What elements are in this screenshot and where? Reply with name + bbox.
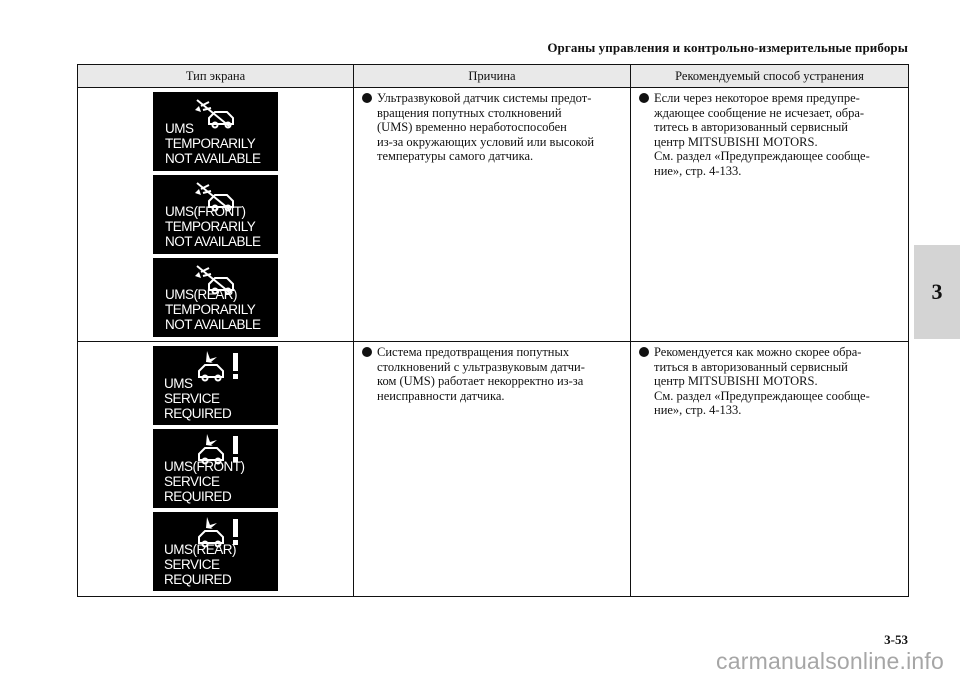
display-screen-ums-front-temporarily [153,175,278,254]
screen-text: UMS TEMPORARILY NOT AVAILABLE [165,121,261,166]
table-row [78,342,909,597]
page-header-title: Органы управления и контрольно-измерительные приборы [547,40,908,55]
column-header-screen-type: Тип экрана [78,65,354,88]
display-screen-ums-rear-temporarily [153,258,278,337]
cause-text: Ультразвуковой датчик системы предот- вращения попутных столкновений (UMS) временно неработоспособен из-за окружающих условий или высокой температуры самого датчика. [377,91,595,163]
cause-cell [354,88,631,342]
display-screen-ums-rear-service [153,512,278,591]
table-row [78,88,909,342]
cause-text: Система предотвращения попутных столкновений с ультразвуковым датчи- ком (UMS) работает некорректно из-за неисправности датчика. [377,345,585,403]
screens-cell [78,342,354,597]
screen-text: UMS(REAR) TEMPORARILY NOT AVAILABLE [165,287,261,332]
watermark: carmanualsonline.info [716,648,944,674]
cause-cell [354,342,631,597]
ums-messages-table [77,64,909,597]
screens-cell [78,88,354,342]
page-number: 3-53 [884,632,908,647]
screen-text: UMS(REAR) SERVICE REQUIRED [164,542,236,587]
bullet-icon [362,347,372,357]
display-screen-ums-front-service [153,429,278,508]
bullet-icon [639,93,649,103]
bullet-icon [362,93,372,103]
screen-text: UMS(FRONT) SERVICE REQUIRED [164,459,245,504]
display-screen-ums-service [153,346,278,425]
screen-text: UMS(FRONT) TEMPORARILY NOT AVAILABLE [165,204,261,249]
table-header-row [78,65,909,88]
column-header-remedy: Рекомендуемый способ устранения [631,65,909,88]
remedy-cell [631,88,909,342]
remedy-text: Если через некоторое время предупре- ждающее сообщение не исчезает, обра- титесь в авторизованный сервисный центр MITSUBISHI MOTORS. См. раздел «Предупреждающее сообще- ние», стр. 4-133. [654,91,870,178]
remedy-cell [631,342,909,597]
screen-text: UMS SERVICE REQUIRED [164,376,232,421]
display-screen-ums-temporarily [153,92,278,171]
chapter-tab[interactable]: 3 [914,245,960,339]
remedy-text: Рекомендуется как можно скорее обра- титься в авторизованный сервисный центр MITSUBISHI MOTORS. См. раздел «Предупреждающее сообще- ние», стр. 4-133. [654,345,870,417]
bullet-icon [639,347,649,357]
column-header-cause: Причина [354,65,631,88]
